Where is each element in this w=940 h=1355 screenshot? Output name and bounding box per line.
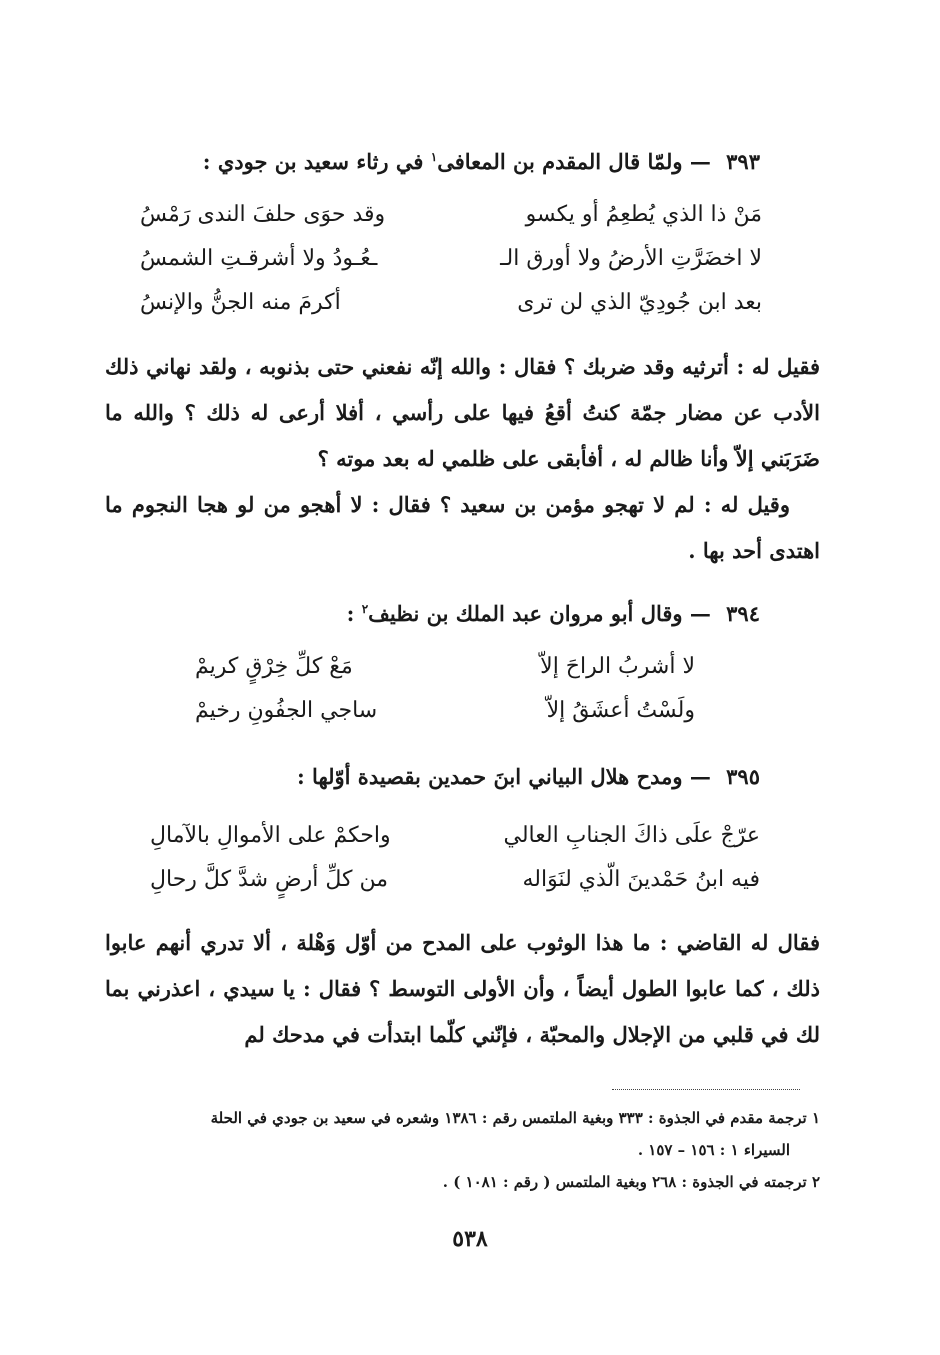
footnote-line: ١ ترجمة مقدم في الجذوة : ٣٣٣ وبغية الملتمس رقم : ١٣٨٦ وشعره في سعيد بن جودي في الحلة (210, 1109, 820, 1127)
first-hemistich: لا اخضَرَّتِ الأرضُ ولا أورق الـ (500, 246, 762, 271)
footnote-ref: ١ (430, 150, 438, 164)
section-number: ٣٩٥ (726, 764, 760, 789)
footnote-line: السيراء ١ : ١٥٦ – ١٥٧ . (637, 1141, 790, 1159)
second-hemistich: واحكمْ على الأموالِ بالآمالِ (150, 823, 391, 848)
prose-paragraph: وقيل له : لم لا تهجو مؤمن بن سعيد ؟ فقال : لا أهجو من لو هجا النجوم ما اهتدى أحد بها . (105, 492, 820, 563)
first-hemistich: فيه ابنُ حَمْدينَ الّذي لنَوَاله (522, 867, 760, 892)
verse-line (140, 237, 762, 281)
section-heading (120, 762, 760, 792)
verse-line (195, 645, 695, 689)
section-number: ٣٩٤ (726, 601, 760, 626)
section-title: — ومدح هلال البياني ابنَ حمدين بقصيدة أوّلها : (296, 764, 711, 789)
second-hemistich: من كلِّ أرضٍ شدَّ كلَّ رحالِ (150, 867, 388, 892)
first-hemistich: ولَسْتُ أعشَقُ إلاّ (546, 698, 695, 723)
footnote-ref: ٢ (361, 602, 369, 616)
poem (150, 814, 760, 902)
footnote-line: ٢ ترجمته في الجذوة : ٢٦٨ وبغية الملتمس ( رقم : ١٠٨١ ) . (442, 1173, 820, 1191)
second-hemistich: مَعْ كلِّ خِرْقٍ كريمْ (195, 654, 353, 679)
second-hemistich: ساجي الجفُونِ رخيمْ (195, 698, 378, 723)
verse-line (195, 689, 695, 733)
verse-line (140, 193, 762, 237)
section-heading (120, 594, 760, 629)
section-title: — وقال أبو مروان عبد الملك بن نظيف (368, 601, 711, 626)
first-hemistich: عرّجْ علَى ذاكَ الجنابِ العالي (503, 823, 760, 848)
poem (195, 645, 695, 733)
section-title-tail: : (346, 601, 355, 626)
verse-line (140, 281, 762, 325)
first-hemistich: بعد ابن جُودِيّ الذي لن ترى (517, 290, 762, 315)
first-hemistich: لا أشربُ الراحَ إلاّ (540, 654, 695, 679)
section-heading (120, 142, 760, 177)
prose-paragraph: فقال له القاضي : ما هذا الوثوب على المدح من أوّل وَهْلة ، ألا تدري أنهم عابوا ذلك ، كما عابوا الطول أيضاً ، وأن الأولى التوسط ؟ فقال : يا سيدي ، اعذرني بما لك في قلبي من الإجلال والمحبّة ، فإنّني كلّما ابتدأت في مدحك لم (105, 930, 820, 1047)
section-title: — ولمّا قال المقدم بن المعافى (437, 149, 711, 174)
section-number: ٣٩٣ (726, 149, 760, 174)
poem (140, 193, 762, 325)
second-hemistich: أكرمَ منه الجنُّ والإنسُ (140, 290, 341, 315)
verse-line (150, 858, 760, 902)
verse-line (150, 814, 760, 858)
page-number: ٥٣٨ (452, 1226, 488, 1252)
section-title-tail: في رثاء سعيد بن جودي : (202, 149, 424, 174)
second-hemistich: ـعُـودُ ولا أشرقـتِ الشمسُ (140, 246, 378, 271)
first-hemistich: مَنْ ذا الذي يُطعِمُ أو يكسو (525, 202, 762, 227)
prose-paragraph: فقيل له : أترثيه وقد ضربك ؟ فقال : والله إنّه نفعني حتى بذنوبه ، ولقد نهاني ذلك الأدب عن مضار جمّة كنتُ أقعُ فيها على رأسي ، أفلا أرعى له ذلك ؟ والله ما ضَرَبَني إلاّ وأنا ظالم له ، أفأبقى على ظلمي له بعد موته ؟ (105, 354, 820, 471)
second-hemistich: وقد حوَى حلفَ الندى رَمْسُ (140, 202, 386, 227)
footnote-separator (612, 1089, 800, 1090)
